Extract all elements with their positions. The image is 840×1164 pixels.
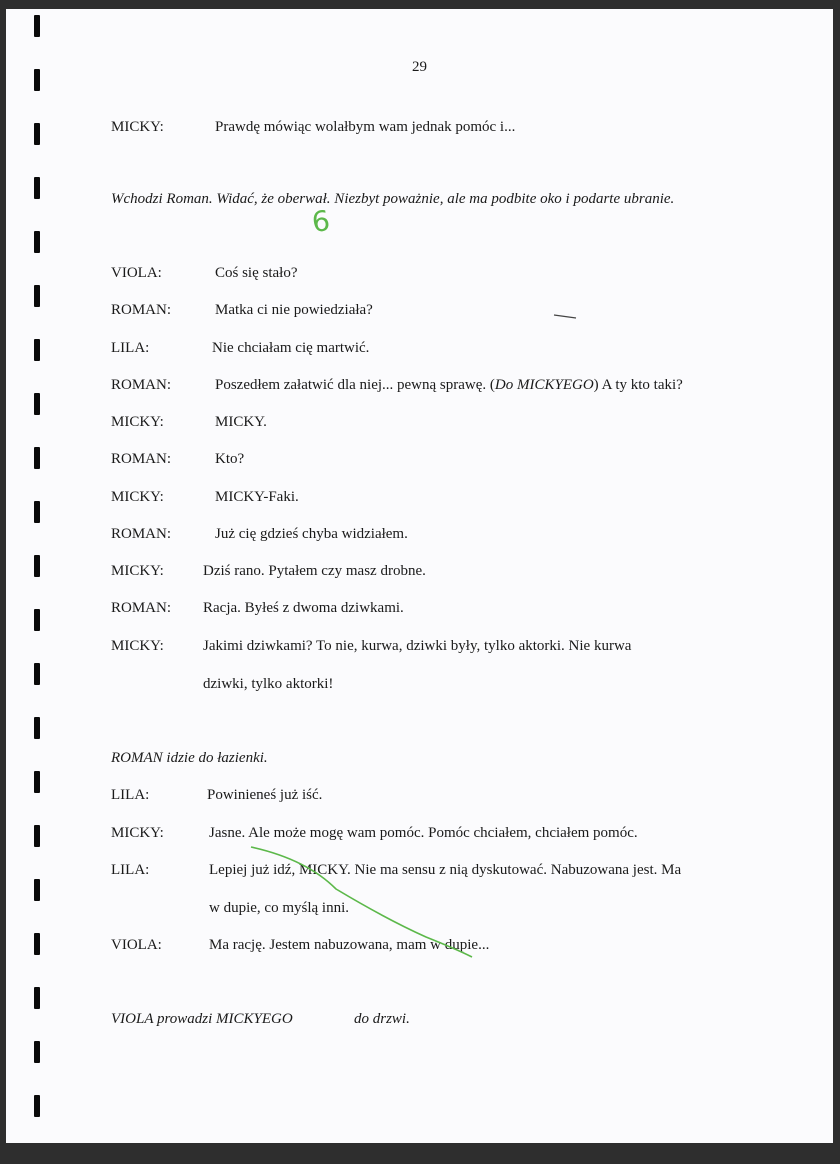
- speaker-name: MICKY:: [111, 414, 164, 430]
- dialogue-text: dziwki, tylko aktorki!: [203, 676, 334, 692]
- binding-hole: [34, 177, 40, 199]
- dialogue-text: Jakimi dziwkami? To nie, kurwa, dziwki były, tylko aktorki. Nie kurwa: [203, 638, 632, 654]
- dialogue-text: MICKY.: [215, 414, 267, 430]
- speaker-name: ROMAN:: [111, 451, 172, 467]
- dialogue-text: w dupie, co myślą inni.: [209, 900, 349, 916]
- speaker-name: LILA:: [111, 862, 150, 878]
- dialogue-text-part: Poszedłem załatwić dla niej... pewną sprawę. (: [215, 377, 495, 393]
- binding-hole: [34, 987, 40, 1009]
- stage-text: idzie do łazienki.: [162, 750, 268, 766]
- speaker-name: MICKY:: [111, 489, 164, 505]
- dialogue-text: Prawdę mówiąc wolałbym wam jednak pomóc i...: [215, 119, 516, 135]
- speaker-name: ROMAN:: [111, 377, 172, 393]
- speaker-name: LILA:: [111, 340, 150, 356]
- handwritten-six: 6: [309, 203, 333, 240]
- speaker-name: ROMAN:: [111, 526, 172, 542]
- script-page: [6, 9, 833, 1143]
- stage-text-part: do drzwi.: [354, 1011, 410, 1027]
- dialogue-text: Ma rację. Jestem nabuzowana, mam w dupie...: [209, 937, 490, 953]
- dialogue-text-part: ) A ty kto taki?: [593, 377, 683, 393]
- binding-hole: [34, 123, 40, 145]
- speaker-name: MICKY:: [111, 119, 164, 135]
- binding-hole: [34, 771, 40, 793]
- binding-hole: [34, 1041, 40, 1063]
- binding-hole: [34, 609, 40, 631]
- dialogue-text: Jasne. Ale może mogę wam pomóc. Pomóc chciałem, chciałem pomóc.: [209, 825, 638, 841]
- speaker-name: ROMAN:: [111, 302, 172, 318]
- binding-hole: [34, 339, 40, 361]
- dialogue-text: Kto?: [215, 451, 245, 467]
- binding-hole: [34, 447, 40, 469]
- binding-hole: [34, 555, 40, 577]
- binding-hole: [34, 15, 40, 37]
- dialogue-text: Nie chciałam cię martwić.: [212, 340, 370, 356]
- speaker-name: VIOLA:: [111, 937, 162, 953]
- dialogue-text: [215, 376, 683, 394]
- binding-holes: [6, 9, 46, 1143]
- binding-hole: [34, 231, 40, 253]
- binding-hole: [34, 393, 40, 415]
- binding-hole: [34, 717, 40, 739]
- dialogue-text-italic: Do MICKYEGO: [494, 377, 594, 393]
- dialogue-text: Dziś rano. Pytałem czy masz drobne.: [203, 563, 426, 579]
- binding-hole: [34, 663, 40, 685]
- speaker-name: MICKY:: [111, 825, 164, 841]
- speaker-name: LILA:: [111, 787, 150, 803]
- stage-direction: Wchodzi Roman. Widać, że oberwał. Niezbyt poważnie, ale ma podbite oko i podarte ubranie.: [111, 191, 675, 207]
- dialogue-text: Racja. Byłeś z dwoma dziwkami.: [203, 600, 404, 616]
- binding-hole: [34, 879, 40, 901]
- speaker-name: MICKY:: [111, 563, 164, 579]
- dialogue-text: Matka ci nie powiedziała?: [215, 302, 373, 318]
- speaker-name: ROMAN:: [111, 600, 172, 616]
- binding-hole: [34, 1095, 40, 1117]
- stage-text-part: VIOLA prowadzi MICKYEGO: [111, 1011, 293, 1027]
- dialogue-text: Już cię gdzieś chyba widziałem.: [215, 526, 408, 542]
- binding-hole: [34, 933, 40, 955]
- stage-name-italic: ROMAN: [111, 750, 163, 766]
- binding-hole: [34, 501, 40, 523]
- stage-direction: [111, 749, 773, 767]
- binding-hole: [34, 825, 40, 847]
- binding-hole: [34, 285, 40, 307]
- dialogue-text: Powinieneś już iść.: [207, 787, 323, 803]
- dialogue-text: Coś się stało?: [215, 265, 298, 281]
- page-number: 29: [412, 59, 427, 75]
- dialogue-text: MICKY-Faki.: [215, 489, 299, 505]
- pen-tick: [554, 315, 576, 318]
- speaker-name: MICKY:: [111, 638, 164, 654]
- dialogue-text: Lepiej już idź, MICKY. Nie ma sensu z nią dyskutować. Nabuzowana jest. Ma: [209, 862, 682, 878]
- speaker-name: VIOLA:: [111, 265, 162, 281]
